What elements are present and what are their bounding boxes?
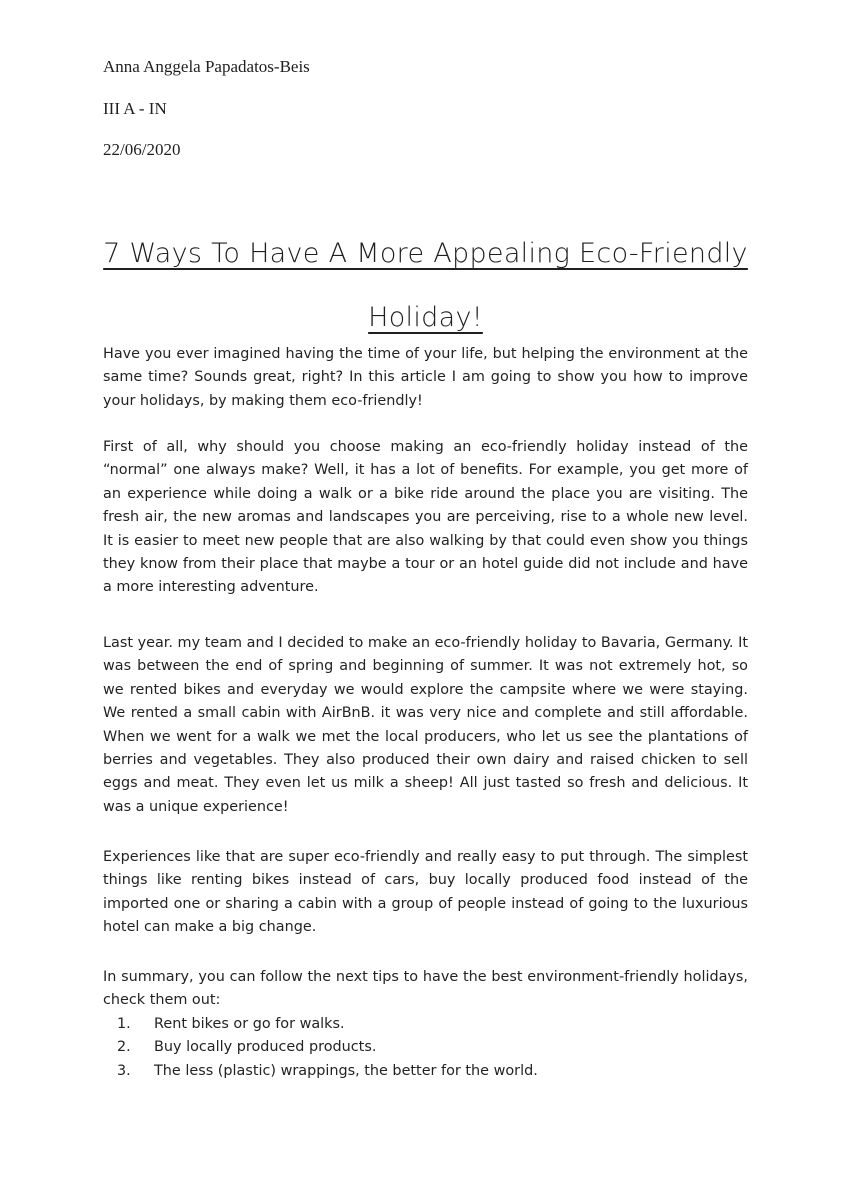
list-item-number: 3. <box>117 1062 131 1079</box>
paragraph-bavaria-experience: Last year. my team and I decided to make an eco-friendly holiday to Bavaria, Germany. It was between the end of spring and beginning of summer. It was not extremely hot, so we rented bikes and everyday we would explore the campsite where we were staying. We rented a small cabin with AirBnB. it was very nice and complete and still affordable. When we went for a walk we met the local producers, who let us see the plantations of berries and vegetables. They also produced their own dairy and raised chicken to sell eggs and meat. They even let us milk a sheep! All just tasted so fresh and delicious. It was a unique experience! <box>103 635 748 815</box>
list-item <box>103 1060 748 1083</box>
author-name: Anna Anggela Papadatos-Beis <box>103 57 310 76</box>
list-item <box>103 1013 748 1036</box>
list-item <box>103 1036 748 1059</box>
tips-list <box>103 1013 748 1083</box>
paragraph-intro: Have you ever imagined having the time of your life, but helping the environment at the same time? Sounds great, right? In this article I am going to show you how to improve your holidays, by making them eco-friendly! <box>103 346 748 409</box>
class-label: III A - IN <box>103 99 167 118</box>
document-date: 22/06/2020 <box>103 140 181 159</box>
paragraph-easy-changes: Experiences like that are super eco-friendly and really easy to put through. The simplest things like renting bikes instead of cars, buy locally produced food instead of the imported one or sharing a cabin with a group of people instead of going to the luxurious hotel can make a big change. <box>103 849 748 936</box>
list-item-text: Rent bikes or go for walks. <box>154 1016 345 1032</box>
article-title: 7 Ways To Have A More Appealing Eco-Friendly Holiday! <box>103 238 748 333</box>
list-item-number: 1. <box>117 1016 131 1032</box>
paragraph-summary: In summary, you can follow the next tips to have the best environment-friendly holidays, check them out: <box>103 969 748 1009</box>
list-item-number: 2. <box>117 1039 131 1056</box>
list-item-text: Buy locally produced products. <box>154 1039 377 1056</box>
list-item-text: The less (plastic) wrappings, the better for the world. <box>154 1062 538 1079</box>
paragraph-benefits: First of all, why should you choose making an eco-friendly holiday instead of the “normal” one always make? Well, it has a lot of benefits. For example, you get more of an experience while doing a walk or a bike ride around the place you are visiting. The fresh air, the new aromas and landscapes you are perceiving, rise to a whole new level. It is easier to meet new people that are also walking by that could even show you things they know from their place that maybe a tour or an hotel guide did not include and have a more interesting adventure. <box>103 439 748 596</box>
